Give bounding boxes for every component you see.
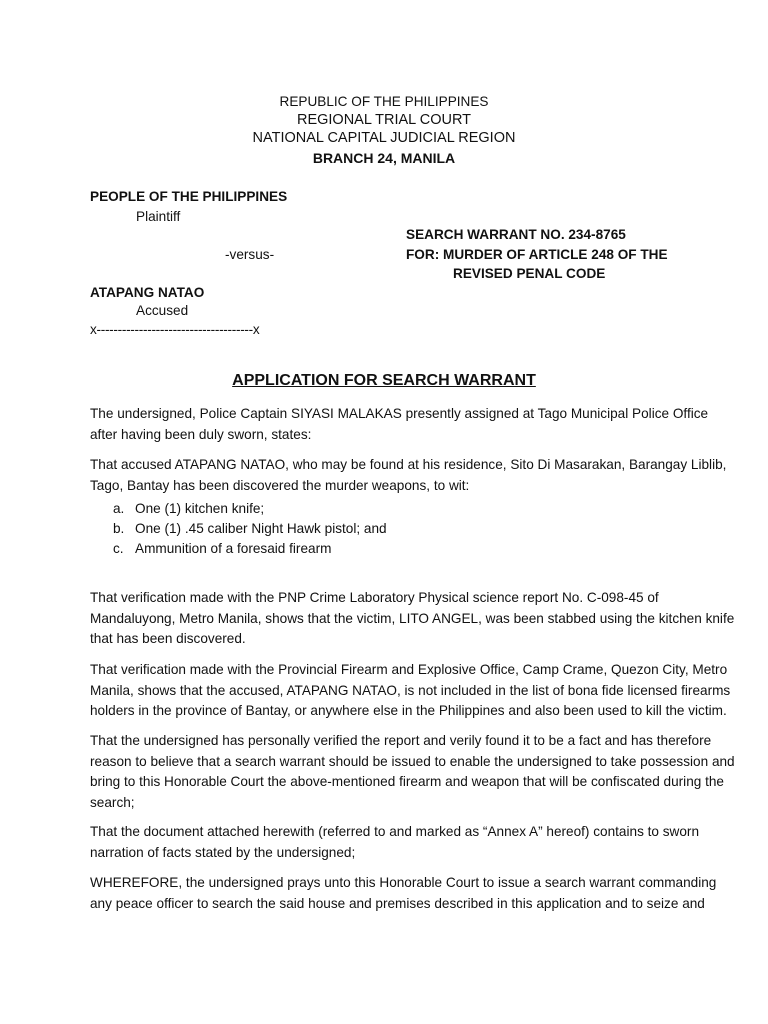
paragraph-firearm-office bbox=[90, 660, 731, 722]
list-item bbox=[113, 541, 331, 556]
paragraph-line: after having been duly sworn, states: bbox=[90, 426, 312, 442]
plaintiff-name: PEOPLE OF THE PHILIPPINES bbox=[90, 189, 288, 204]
list-text: One (1) .45 caliber Night Hawk pistol; and bbox=[135, 521, 387, 536]
paragraph-line: That the undersigned has personally verified the report and verily found it to be a fact and has therefore bbox=[90, 733, 712, 748]
paragraph-line: The undersigned, Police Captain SIYASI MALAKAS presently assigned at Tago Municipal Police Office bbox=[90, 406, 709, 421]
header-court: REGIONAL TRIAL COURT bbox=[296, 112, 472, 128]
paragraph-line: Tago, Bantay has been discovered the murder weapons, to wit: bbox=[90, 477, 470, 493]
paragraph-line: Manila, shows that the accused, ATAPANG NATAO, is not included in the list of bona fide licensed firearms bbox=[90, 682, 731, 698]
paragraph-line: WHEREFORE, the undersigned prays unto this Honorable Court to issue a search warrant commanding bbox=[90, 875, 717, 890]
list-text: Ammunition of a foresaid firearm bbox=[135, 541, 332, 556]
paragraph-line: That verification made with the Provincial Firearm and Explosive Office, Camp Crame, Quezon City, Metro bbox=[90, 662, 728, 677]
paragraph-line: bring to this Honorable Court the above-mentioned firearm and weapon that will be confiscated during the bbox=[90, 774, 724, 789]
paragraph-line: That the document attached herewith (referred to and marked as “Annex A” hereof) contains to sworn bbox=[90, 824, 700, 839]
list-text: One (1) kitchen knife; bbox=[135, 501, 265, 516]
paragraph-line: That accused ATAPANG NATAO, who may be found at his residence, Sito Di Masarakan, Barangay Liblib, bbox=[90, 457, 727, 472]
header-region: NATIONAL CAPITAL JUDICIAL REGION bbox=[252, 130, 516, 146]
paragraph-wherefore bbox=[90, 873, 717, 914]
paragraph-line: holders in the province of Bantay, or anywhere else in the Philippines and also been used to kill the victim. bbox=[90, 703, 727, 718]
header-republic: REPUBLIC OF THE PHILIPPINES bbox=[279, 94, 489, 109]
paragraph-line: search; bbox=[90, 794, 135, 810]
offense-line-2: REVISED PENAL CODE bbox=[453, 266, 606, 281]
paragraph-applicant bbox=[90, 404, 709, 445]
offense-line-1: FOR: MURDER OF ARTICLE 248 OF THE bbox=[406, 247, 668, 262]
paragraph-line: that has been discovered. bbox=[90, 631, 246, 646]
accused-name: ATAPANG NATAO bbox=[90, 285, 205, 300]
versus-label: -versus- bbox=[225, 247, 275, 262]
paragraph-line: reason to believe that a search warrant should be issued to enable the undersigned to take possession and bbox=[90, 753, 735, 769]
list-marker: c. bbox=[113, 541, 124, 556]
list-item bbox=[113, 501, 264, 516]
plaintiff-role: Plaintiff bbox=[136, 209, 181, 224]
caption-separator: x-------------------------------------x bbox=[90, 322, 260, 337]
paragraph-line: That verification made with the PNP Crime Laboratory Physical science report No. C-098-45 of bbox=[90, 590, 659, 605]
accused-role: Accused bbox=[136, 303, 189, 318]
list-item bbox=[113, 521, 387, 536]
paragraph-accused bbox=[90, 455, 727, 496]
list-marker: b. bbox=[113, 521, 125, 536]
paragraph-verification bbox=[90, 731, 735, 813]
paragraph-line: any peace officer to search the said house and premises described in this application and to seize and bbox=[90, 895, 705, 911]
paragraph-line: narration of facts stated by the undersigned; bbox=[90, 844, 356, 860]
paragraph-line: Mandaluyong, Metro Manila, shows that the victim, LITO ANGEL, was been stabbed using the kitchen knife bbox=[90, 610, 735, 626]
search-warrant-number: SEARCH WARRANT NO. 234-8765 bbox=[406, 227, 626, 242]
paragraph-annex bbox=[90, 822, 700, 863]
header-branch: BRANCH 24, MANILA bbox=[312, 150, 456, 166]
paragraph-crime-lab bbox=[90, 588, 735, 650]
list-marker: a. bbox=[113, 501, 125, 516]
document-title: APPLICATION FOR SEARCH WARRANT bbox=[232, 372, 536, 389]
